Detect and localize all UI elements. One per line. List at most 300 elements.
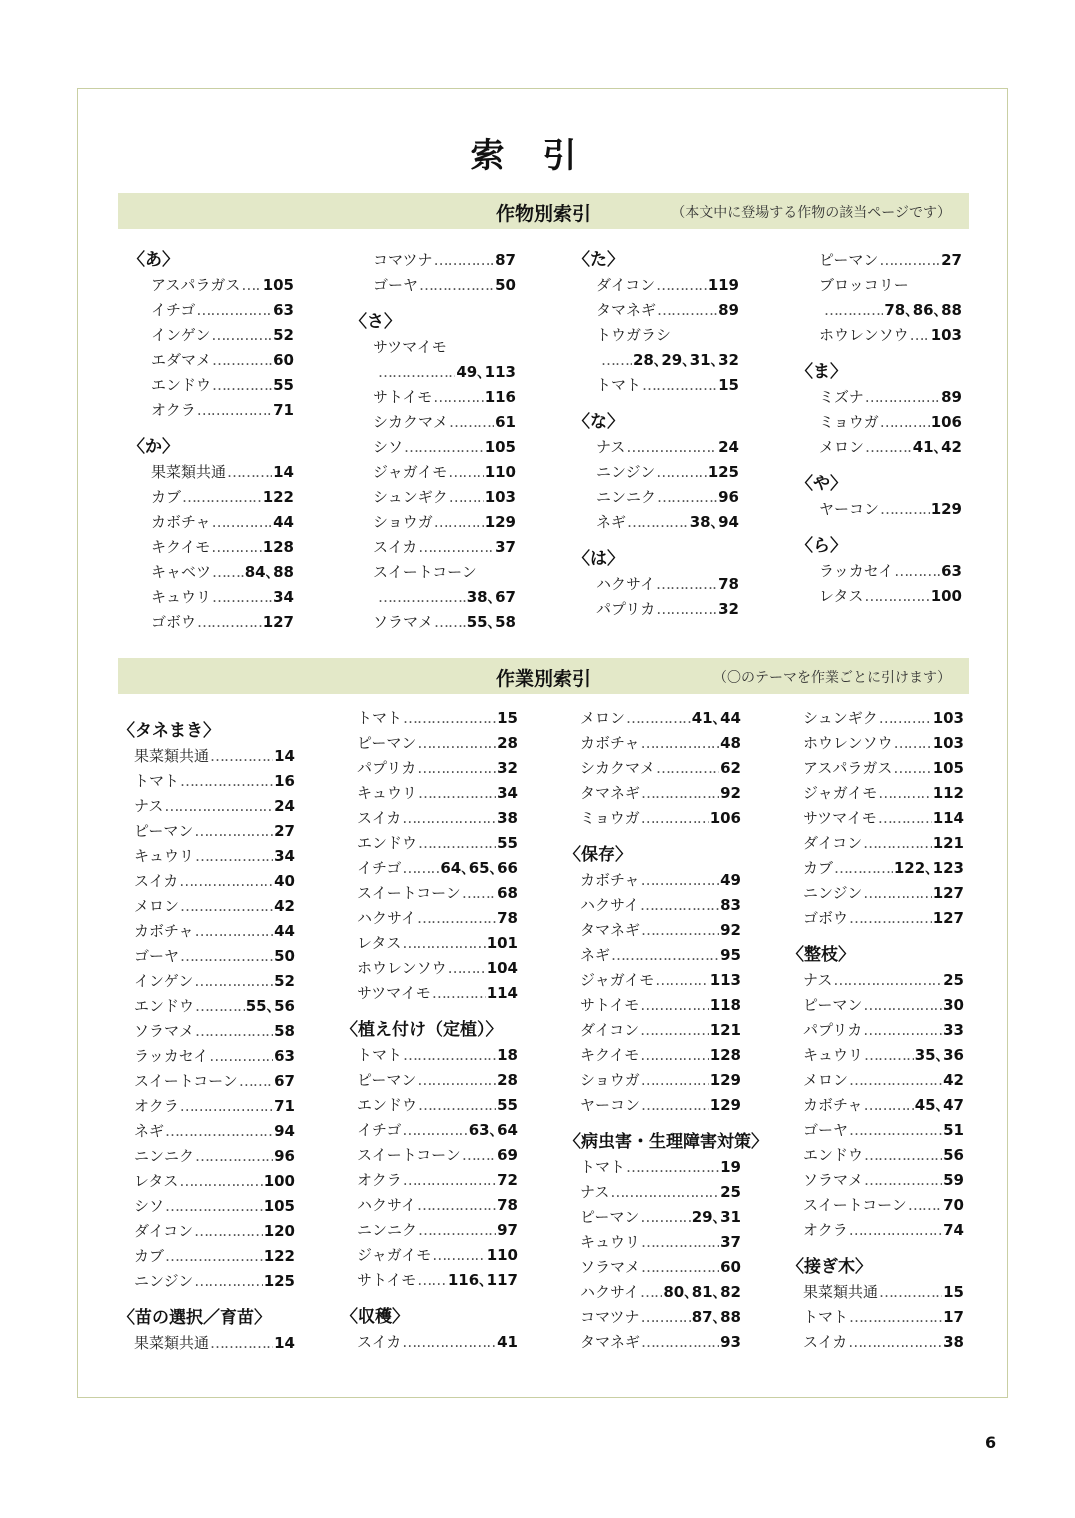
entry-page: 89 <box>718 301 739 319</box>
entry-page: 125 <box>263 1272 295 1290</box>
category-heading: 〈ら〉 <box>796 536 847 556</box>
entry-name: レタス <box>819 587 864 605</box>
entry-name: サトイモ <box>580 996 640 1014</box>
entry-name: ホウレンソウ <box>357 959 447 977</box>
entry-name: ブロッコリー <box>819 276 909 294</box>
leader-dots <box>657 485 717 510</box>
work-index-title: 作業別索引 <box>495 668 591 690</box>
leader-dots <box>419 273 494 298</box>
leader-dots <box>418 831 496 856</box>
index-entry <box>350 510 516 535</box>
group-spacer <box>350 298 516 310</box>
index-entry <box>341 1168 518 1193</box>
entry-page: 78 <box>718 575 739 593</box>
index-entry <box>118 844 295 869</box>
group-spacer <box>787 1243 964 1255</box>
entry-name: ミョウガ <box>819 413 879 431</box>
entry-page: 59 <box>943 1171 964 1189</box>
entry-page: 41 <box>497 1333 518 1351</box>
leader-dots <box>194 969 273 994</box>
group-spacer <box>341 1006 518 1018</box>
entry-name: エンドウ <box>357 1096 418 1114</box>
leader-dots <box>640 1205 690 1230</box>
entry-name: スイートコーン <box>373 563 477 581</box>
entry-page: 55､56 <box>245 997 295 1015</box>
leader-dots <box>403 1168 496 1193</box>
group-spacer <box>128 423 294 435</box>
entry-name: ナス <box>134 797 164 815</box>
entry-page: 84､88 <box>244 563 294 581</box>
index-entry <box>573 273 739 298</box>
entry-name: レタス <box>357 934 402 952</box>
entry-name: タマネギ <box>580 784 641 802</box>
index-entry <box>787 1193 964 1218</box>
index-entry <box>350 385 516 410</box>
leader-dots <box>403 706 496 731</box>
index-entry <box>564 1280 741 1305</box>
entry-name: タマネギ <box>596 301 657 319</box>
entry-page: 15 <box>943 1283 964 1301</box>
leader-dots <box>418 1093 496 1118</box>
index-entry <box>573 597 739 622</box>
index-entry <box>350 560 516 585</box>
leader-dots <box>865 385 940 410</box>
entry-page: 127 <box>932 909 964 927</box>
index-entry <box>341 981 518 1006</box>
entry-name: スイートコーン <box>134 1072 238 1090</box>
work-index-header <box>118 658 969 694</box>
entry-page: 120 <box>263 1222 295 1240</box>
entry-page: 122 <box>262 488 294 506</box>
leader-dots <box>195 1019 273 1044</box>
entry-name: メロン <box>803 1071 849 1089</box>
index-entry <box>573 485 739 510</box>
entry-page: 48 <box>720 734 741 752</box>
index-entry <box>573 435 739 460</box>
leader-dots <box>417 1193 496 1218</box>
index-entry <box>341 906 518 931</box>
entry-page: 83 <box>720 896 741 914</box>
entry-name: ゴーヤ <box>134 947 180 965</box>
entry-page: 63 <box>941 562 962 580</box>
index-entry <box>564 1255 741 1280</box>
leader-dots <box>211 535 261 560</box>
entry-page: 44 <box>274 922 295 940</box>
leader-dots <box>165 1119 273 1144</box>
group-spacer <box>796 348 962 360</box>
entry-page: 129 <box>709 1071 741 1089</box>
index-entry <box>787 968 964 993</box>
group-spacer <box>341 1293 518 1305</box>
entry-name: ハクサイ <box>580 1283 639 1301</box>
leader-dots <box>824 298 883 323</box>
entry-name: ソラマメ <box>373 613 434 631</box>
leader-dots <box>894 559 940 584</box>
entry-page: 87､88 <box>691 1308 741 1326</box>
entry-page: 60 <box>273 351 294 369</box>
entry-page: 103 <box>484 488 516 506</box>
index-entry <box>573 572 739 597</box>
leader-dots <box>418 781 496 806</box>
entry-name: 果菜類共通 <box>803 1283 879 1301</box>
index-entry <box>128 298 294 323</box>
category-heading: 〈た〉 <box>573 250 624 270</box>
leader-dots <box>880 410 930 435</box>
entry-name: ゴボウ <box>803 909 849 927</box>
entry-name: ショウガ <box>373 513 433 531</box>
leader-dots <box>878 806 932 831</box>
leader-dots <box>641 1068 709 1093</box>
leader-dots <box>864 1168 942 1193</box>
entry-name: ヤーコン <box>819 500 880 518</box>
leader-dots <box>239 1069 273 1094</box>
leader-dots <box>878 781 931 806</box>
leader-dots <box>656 572 717 597</box>
index-entry <box>118 994 295 1019</box>
entry-name: キュウリ <box>357 784 418 802</box>
entry-page: 127 <box>262 613 294 631</box>
index-entry <box>118 1019 295 1044</box>
category-heading: 〈は〉 <box>573 549 624 569</box>
index-entry <box>564 706 741 731</box>
group-spacer <box>573 398 739 410</box>
entry-page: 103 <box>932 709 964 727</box>
entry-name: サツマイモ <box>357 984 431 1002</box>
entry-page: 29､31 <box>691 1208 741 1226</box>
category-heading: 〈植え付け（定植）〉 <box>341 1020 503 1040</box>
index-entry <box>796 273 962 298</box>
leader-dots <box>195 994 245 1019</box>
index-entry <box>128 460 294 485</box>
entry-name: ゴーヤ <box>803 1121 849 1139</box>
entry-page: 105 <box>262 276 294 294</box>
entry-page: 28､29､31､32 <box>633 351 739 369</box>
leader-dots <box>863 993 942 1018</box>
category-heading: 〈あ〉 <box>128 250 179 270</box>
entry-page: 78 <box>497 909 518 927</box>
entry-page: 14 <box>274 1334 295 1352</box>
entry-page: 24 <box>718 438 739 456</box>
index-entry <box>341 1218 518 1243</box>
entry-page: 127 <box>932 884 964 902</box>
work-index-column <box>118 719 295 1356</box>
entry-name: ダイコン <box>580 1021 640 1039</box>
leader-dots <box>194 1219 263 1244</box>
entry-page: 15 <box>718 376 739 394</box>
crop-index-column <box>796 248 962 609</box>
index-entry <box>564 1043 741 1068</box>
index-entry <box>350 410 516 435</box>
entry-page: 121 <box>932 834 964 852</box>
entry-name: ネギ <box>596 513 627 531</box>
leader-dots <box>402 806 496 831</box>
entry-name: トマト <box>596 376 642 394</box>
index-entry <box>564 1180 741 1205</box>
leader-dots <box>418 1218 496 1243</box>
entry-name: パプリカ <box>596 600 656 618</box>
entry-name: キュウリ <box>151 588 212 606</box>
entry-page: 122､123 <box>893 859 964 877</box>
leader-dots <box>656 273 707 298</box>
index-entry <box>573 373 739 398</box>
entry-page: 106 <box>709 809 741 827</box>
entry-name: トマト <box>357 1046 403 1064</box>
category-heading: 〈な〉 <box>573 412 624 432</box>
leader-dots <box>893 756 931 781</box>
entry-name: ニンジン <box>803 884 863 902</box>
leader-dots <box>402 1330 496 1355</box>
entry-name: 果菜類共通 <box>134 1334 210 1352</box>
index-entry <box>128 348 294 373</box>
index-entry <box>796 435 962 460</box>
category-heading: 〈や〉 <box>796 474 847 494</box>
index-entry <box>787 1068 964 1093</box>
entry-page: 42 <box>943 1071 964 1089</box>
index-entry <box>564 1305 741 1330</box>
entry-name: ニンニク <box>134 1147 195 1165</box>
index-entry <box>341 856 518 881</box>
index-entry <box>118 1119 295 1144</box>
entry-name: オクラ <box>134 1097 179 1115</box>
entry-page: 49､113 <box>456 363 516 381</box>
entry-name: サトイモ <box>373 388 433 406</box>
group-spacer <box>796 522 962 534</box>
index-entry <box>118 944 295 969</box>
index-entry <box>796 323 962 348</box>
entry-name: スイカ <box>357 1333 402 1351</box>
leader-dots <box>849 1068 942 1093</box>
entry-page: 110 <box>486 1246 518 1264</box>
index-entry <box>128 510 294 535</box>
index-entry <box>128 535 294 560</box>
entry-name: ゴボウ <box>151 613 197 631</box>
entry-page: 105 <box>263 1197 295 1215</box>
entry-name: ジャガイモ <box>580 971 655 989</box>
index-entry <box>341 931 518 956</box>
entry-page: 38､94 <box>689 513 739 531</box>
entry-page: 128 <box>262 538 294 556</box>
work-index-column <box>564 706 768 1355</box>
entry-page: 96 <box>718 488 739 506</box>
index-entry <box>787 1330 964 1355</box>
index-entry <box>787 831 964 856</box>
category-heading: 〈収穫〉 <box>341 1307 409 1327</box>
index-entry <box>564 1068 741 1093</box>
leader-dots <box>849 906 932 931</box>
leader-dots <box>404 435 484 460</box>
entry-name: スイートコーン <box>357 1146 461 1164</box>
entry-page: 103 <box>930 326 962 344</box>
entry-page: 62 <box>720 759 741 777</box>
entry-name: レタス <box>134 1172 179 1190</box>
entry-page: 100 <box>263 1172 295 1190</box>
entry-page: 116､117 <box>447 1271 518 1289</box>
leader-dots <box>641 1330 719 1355</box>
entry-page: 92 <box>720 921 741 939</box>
entry-page: 33 <box>943 1021 964 1039</box>
index-entry <box>350 335 516 360</box>
entry-name: キュウリ <box>803 1046 864 1064</box>
leader-dots <box>197 398 272 423</box>
entry-name: シュンギク <box>803 709 878 727</box>
leader-dots <box>212 560 244 585</box>
entry-name: エンドウ <box>151 376 212 394</box>
entry-name: オクラ <box>803 1221 848 1239</box>
entry-page: 63 <box>274 1047 295 1065</box>
entry-page: 58 <box>274 1022 295 1040</box>
index-entry <box>564 868 741 893</box>
leader-dots <box>180 944 273 969</box>
group-spacer <box>787 931 964 943</box>
index-entry-continued <box>796 298 962 323</box>
entry-page: 97 <box>497 1221 518 1239</box>
index-entry <box>341 1068 518 1093</box>
group-spacer <box>118 1294 295 1306</box>
entry-name: 果菜類共通 <box>151 463 227 481</box>
leader-dots <box>403 1043 496 1068</box>
entry-name: ジャガイモ <box>803 784 878 802</box>
entry-name: エダマメ <box>151 351 212 369</box>
entry-name: キュウリ <box>134 847 195 865</box>
leader-dots <box>863 1018 942 1043</box>
entry-name: トマト <box>134 772 180 790</box>
leader-dots <box>611 943 719 968</box>
entry-name: ハクサイ <box>596 575 655 593</box>
entry-name: カブ <box>151 488 182 506</box>
entry-page: 69 <box>497 1146 518 1164</box>
leader-dots <box>179 1169 262 1194</box>
entry-name: ピーマン <box>357 734 417 752</box>
index-entry <box>118 894 295 919</box>
leader-dots <box>164 794 273 819</box>
entry-name: サツマイモ <box>803 809 877 827</box>
entry-page: 72 <box>497 1171 518 1189</box>
leader-dots <box>626 1155 719 1180</box>
leader-dots <box>642 373 717 398</box>
entry-page: 71 <box>274 1097 295 1115</box>
leader-dots <box>194 1269 262 1294</box>
group-spacer <box>573 535 739 547</box>
index-entry <box>564 918 741 943</box>
category-heading: 〈タネまき〉 <box>118 721 220 741</box>
entry-name: イチゴ <box>151 301 196 319</box>
index-entry <box>564 1330 741 1355</box>
index-entry <box>787 1280 964 1305</box>
index-entry <box>787 806 964 831</box>
entry-page: 118 <box>709 996 741 1014</box>
index-entry <box>341 831 518 856</box>
entry-name: スイカ <box>357 809 402 827</box>
entry-name: ホウレンソウ <box>803 734 893 752</box>
entry-page: 27 <box>274 822 295 840</box>
leader-dots <box>211 323 272 348</box>
index-entry <box>796 385 962 410</box>
entry-page: 129 <box>484 513 516 531</box>
leader-dots <box>864 1043 914 1068</box>
leader-dots <box>640 893 719 918</box>
entry-name: キクイモ <box>580 1046 640 1064</box>
index-entry <box>787 756 964 781</box>
leader-dots <box>864 584 929 609</box>
crop-index-column <box>128 248 294 635</box>
leader-dots <box>210 744 273 769</box>
index-entry <box>128 323 294 348</box>
leader-dots <box>417 906 496 931</box>
entry-page: 34 <box>497 784 518 802</box>
entry-name: ピーマン <box>134 822 194 840</box>
leader-dots <box>212 348 272 373</box>
leader-dots <box>657 298 717 323</box>
entry-name: シソ <box>373 438 404 456</box>
entry-page: 106 <box>930 413 962 431</box>
entry-page: 52 <box>273 326 294 344</box>
leader-dots <box>833 968 942 993</box>
entry-name: カブ <box>134 1247 165 1265</box>
entry-page: 38 <box>497 809 518 827</box>
leader-dots <box>197 610 262 635</box>
entry-page: 63 <box>273 301 294 319</box>
entry-page: 55 <box>273 376 294 394</box>
entry-page: 110 <box>484 463 516 481</box>
leader-dots <box>640 1280 662 1305</box>
entry-name: タマネギ <box>580 1333 641 1351</box>
entry-name: タマネギ <box>580 921 641 939</box>
entry-page: 87 <box>495 251 516 269</box>
index-entry <box>341 756 518 781</box>
entry-page: 25 <box>720 1183 741 1201</box>
leader-dots <box>626 435 717 460</box>
index-entry <box>341 1243 518 1268</box>
index-entry <box>564 756 741 781</box>
leader-dots <box>418 535 494 560</box>
leader-dots <box>212 373 272 398</box>
leader-dots <box>462 881 496 906</box>
index-entry <box>341 1118 518 1143</box>
leader-dots <box>179 869 273 894</box>
page-title: 索引 <box>470 136 615 176</box>
index-entry <box>350 273 516 298</box>
entry-page: 68 <box>497 884 518 902</box>
entry-name: トマト <box>357 709 403 727</box>
index-entry <box>787 881 964 906</box>
crop-index-column <box>573 248 739 622</box>
leader-dots <box>834 856 893 881</box>
entry-name: ピーマン <box>803 996 863 1014</box>
entry-page: 45､47 <box>914 1096 964 1114</box>
index-entry <box>118 769 295 794</box>
entry-name: サツマイモ <box>373 338 447 356</box>
index-entry <box>118 919 295 944</box>
entry-page: 50 <box>274 947 295 965</box>
entry-name: シカクマメ <box>580 759 656 777</box>
leader-dots <box>627 510 689 535</box>
index-entry <box>128 560 294 585</box>
index-entry <box>341 806 518 831</box>
entry-name: メロン <box>580 709 626 727</box>
leader-dots <box>448 956 486 981</box>
entry-name: ハクサイ <box>357 1196 416 1214</box>
entry-name: ミズナ <box>819 388 864 406</box>
entry-page: 114 <box>932 809 964 827</box>
entry-name: ヤーコン <box>580 1096 641 1114</box>
index-entry-continued <box>350 360 516 385</box>
group-spacer <box>796 460 962 472</box>
entry-page: 27 <box>941 251 962 269</box>
entry-name: ミョウガ <box>580 809 640 827</box>
index-entry <box>128 485 294 510</box>
leader-dots <box>641 918 719 943</box>
entry-name: オクラ <box>151 401 196 419</box>
